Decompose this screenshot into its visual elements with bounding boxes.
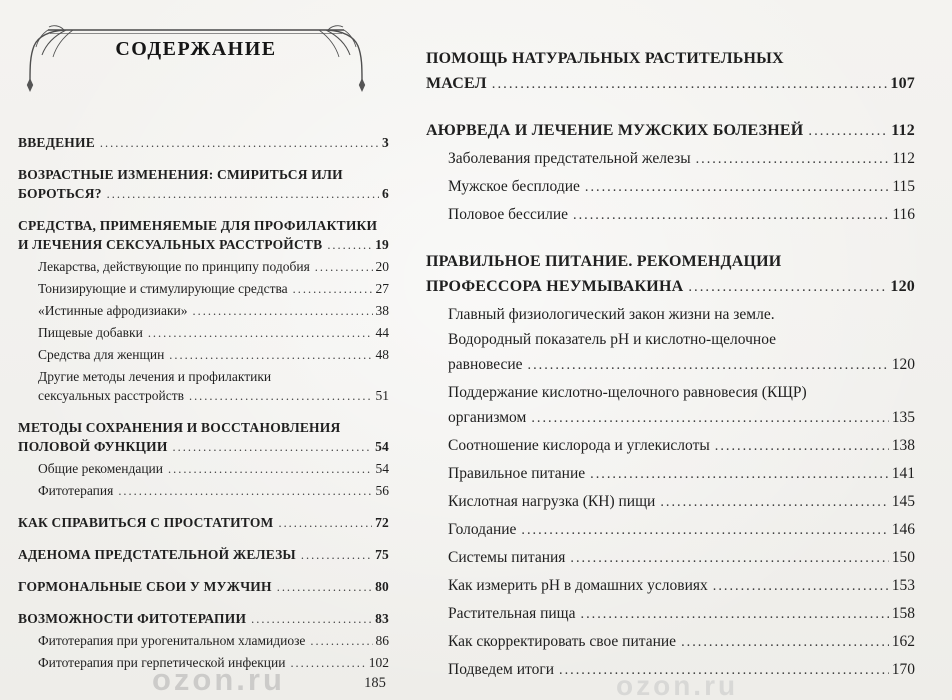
dot-leader	[293, 280, 373, 299]
toc-entry	[426, 202, 915, 228]
dot-leader	[118, 482, 372, 501]
toc-entry	[426, 118, 915, 144]
toc-entry-line: МЕТОДЫ СОХРАНЕНИЯ И ВОССТАНОВЛЕНИЯ	[18, 420, 341, 435]
toc-page-number: 54	[375, 439, 389, 454]
toc-page-number: 116	[892, 206, 915, 223]
toc-column-right	[426, 46, 915, 683]
dot-leader	[573, 203, 889, 228]
toc-entry	[426, 146, 915, 172]
toc-page-number: 54	[375, 461, 389, 476]
dot-leader	[173, 438, 373, 457]
toc-entry	[18, 165, 389, 204]
toc-entry	[18, 323, 389, 343]
dot-leader	[290, 654, 365, 673]
dot-leader	[585, 175, 889, 200]
dot-leader	[590, 462, 889, 487]
dot-leader	[660, 490, 888, 515]
toc-entry-label: АДЕНОМА ПРЕДСТАТЕЛЬНОЙ ЖЕЛЕЗЫ	[18, 547, 296, 562]
toc-entry-label: Правильное питание	[448, 465, 586, 482]
toc-entry-label: Фитотерапия при герпетической инфекции	[38, 655, 286, 670]
toc-page-number: 120	[891, 356, 915, 373]
toc-entry-line: Водородный показатель pH и кислотно-щелочное	[448, 331, 777, 348]
dot-leader	[327, 236, 372, 255]
toc-entry	[426, 174, 915, 200]
toc-entry-label: И ЛЕЧЕНИЯ СЕКСУАЛЬНЫХ РАССТРОЙСТВ	[18, 237, 323, 252]
toc-entry-label: БОРОТЬСЯ?	[18, 186, 102, 201]
toc-entry	[18, 216, 389, 255]
dot-leader	[696, 147, 890, 172]
dot-leader	[310, 632, 372, 651]
toc-page-number: 107	[890, 75, 915, 92]
toc-entry	[18, 545, 389, 565]
toc-entry-label: Голодание	[448, 521, 517, 538]
toc-page-number: 20	[375, 259, 389, 274]
toc-page-number: 135	[891, 409, 915, 426]
toc-entry-line: ПРАВИЛЬНОЕ ПИТАНИЕ. РЕКОМЕНДАЦИИ	[426, 253, 782, 270]
toc-entry	[426, 46, 915, 97]
toc-page-number: 51	[375, 388, 389, 403]
toc-entry-label: сексуальных расстройств	[38, 388, 184, 403]
toc-page-number: 158	[891, 605, 915, 622]
dot-leader	[189, 387, 373, 406]
toc-page-number: 112	[891, 122, 915, 139]
toc-entry-label: ГОРМОНАЛЬНЫЕ СБОИ У МУЖЧИН	[18, 579, 272, 594]
dot-leader	[301, 546, 372, 565]
toc-page-number: 138	[891, 437, 915, 454]
toc-page-number: 162	[891, 633, 915, 650]
toc-entry	[426, 629, 915, 655]
toc-entry	[18, 577, 389, 597]
toc-page-number: 141	[891, 465, 915, 482]
toc-page-number: 86	[375, 633, 389, 648]
toc-entry-line: Другие методы лечения и профилактики	[38, 369, 272, 384]
toc-entry-label: Лекарства, действующие по принципу подобия	[38, 259, 310, 274]
toc-entry-line: Главный физиологический закон жизни на земле.	[448, 306, 775, 323]
toc-entry-label: Средства для женщин	[38, 347, 165, 362]
toc-entry-label: организмом	[448, 409, 527, 426]
toc-entry-label: МАСЕЛ	[426, 75, 487, 92]
toc-entry	[18, 609, 389, 629]
toc-entry	[18, 345, 389, 365]
toc-entry	[426, 517, 915, 543]
dot-leader	[688, 275, 887, 300]
dot-leader	[570, 546, 888, 571]
toc-page-number: 150	[891, 549, 915, 566]
toc-page-number: 19	[375, 237, 389, 252]
toc-entry-line: Поддержание кислотно-щелочного равновесия (КЩР)	[448, 384, 807, 401]
toc-entry	[426, 461, 915, 487]
dot-leader	[528, 353, 889, 378]
toc-entry-label: Кислотная нагрузка (КН) пищи	[448, 493, 656, 510]
toc-entry-label: ВОЗМОЖНОСТИ ФИТОТЕРАПИИ	[18, 611, 247, 626]
toc-entry	[426, 489, 915, 515]
dot-leader	[107, 185, 379, 204]
dot-leader	[808, 119, 888, 144]
dot-leader	[715, 434, 889, 459]
toc-page-number: 3	[382, 135, 389, 150]
toc-entry	[426, 249, 915, 300]
dot-leader	[100, 134, 379, 153]
page-title: СОДЕРЖАНИЕ	[115, 38, 277, 60]
toc-entry	[18, 459, 389, 479]
dot-leader	[681, 630, 889, 655]
toc-page-number: 44	[375, 325, 389, 340]
toc-entry	[18, 301, 389, 321]
dot-leader	[531, 406, 888, 431]
toc-entry-label: ВВЕДЕНИЕ	[18, 135, 95, 150]
dot-leader	[521, 518, 888, 543]
toc-page-number: 48	[375, 347, 389, 362]
toc-entry	[18, 367, 389, 406]
toc-page-number: 38	[375, 303, 389, 318]
dot-leader	[315, 258, 373, 277]
toc-entry-label: «Истинные афродизиаки»	[38, 303, 188, 318]
dot-leader	[492, 72, 888, 97]
toc-entry	[18, 631, 389, 651]
toc-page-number: 83	[375, 611, 389, 626]
folio-page-number: 185	[364, 675, 386, 691]
toc-page-number: 80	[375, 579, 389, 594]
toc-entry-label: Как скорректировать свое питание	[448, 633, 677, 650]
toc-entry-label: КАК СПРАВИТЬСЯ С ПРОСТАТИТОМ	[18, 515, 274, 530]
toc-entry-label: равновесие	[448, 356, 523, 373]
dot-leader	[713, 574, 889, 599]
toc-entry	[426, 573, 915, 599]
toc-entry-label: Заболевания предстательной железы	[448, 150, 691, 167]
dot-leader	[148, 324, 373, 343]
toc-entry-line: СРЕДСТВА, ПРИМЕНЯЕМЫЕ ДЛЯ ПРОФИЛАКТИКИ	[18, 218, 378, 233]
dot-leader	[251, 610, 372, 629]
toc-entry-line: ВОЗРАСТНЫЕ ИЗМЕНЕНИЯ: СМИРИТЬСЯ ИЛИ	[18, 167, 343, 182]
toc-entry	[426, 601, 915, 627]
dot-leader	[277, 578, 372, 597]
toc-page-number: 145	[891, 493, 915, 510]
toc-entry-label: Системы питания	[448, 549, 566, 566]
toc-page-number: 6	[382, 186, 389, 201]
watermark-ozon-left: ozon.ru	[152, 662, 285, 697]
toc-entry-label: Половое бессилие	[448, 206, 569, 223]
toc-entry	[18, 513, 389, 533]
toc-entry-label: Как измерить pH в домашних условиях	[448, 577, 708, 594]
toc-entry-label: Мужское бесплодие	[448, 178, 580, 195]
toc-entry	[426, 380, 915, 431]
toc-page-number: 120	[890, 278, 915, 295]
dot-leader	[193, 302, 373, 321]
toc-entry	[18, 257, 389, 277]
toc-entry-label: Тонизирующие и стимулирующие средства	[38, 281, 288, 296]
toc-page-number: 75	[375, 547, 389, 562]
watermark-ozon-right: ozon.ru	[616, 670, 739, 700]
toc-page-number: 153	[891, 577, 915, 594]
toc-entry	[426, 545, 915, 571]
toc-entry-label: Фитотерапия при урогенитальном хламидиозе	[38, 633, 306, 648]
toc-entry-label: ПРОФЕССОРА НЕУМЫВАКИНА	[426, 278, 684, 295]
toc-entry	[18, 133, 389, 153]
toc-entry-label: Подведем итоги	[448, 661, 555, 678]
toc-entry-label: Соотношение кислорода и углекислоты	[448, 437, 710, 454]
dot-leader	[278, 514, 372, 533]
toc-page-number: 170	[891, 661, 915, 678]
toc-entry	[18, 418, 389, 457]
toc-entry-label: Общие рекомендации	[38, 461, 164, 476]
toc-entry	[426, 302, 915, 378]
toc-entry-label: ПОЛОВОЙ ФУНКЦИИ	[18, 439, 168, 454]
dot-leader	[168, 460, 372, 479]
toc-page-number: 146	[891, 521, 915, 538]
toc-page-number: 102	[368, 655, 389, 670]
dot-leader	[581, 602, 889, 627]
toc-page-number: 115	[892, 178, 915, 195]
toc-entry	[18, 279, 389, 299]
toc-entry	[426, 433, 915, 459]
toc-entry-line: ПОМОЩЬ НАТУРАЛЬНЫХ РАСТИТЕЛЬНЫХ	[426, 50, 784, 67]
toc-entry	[18, 481, 389, 501]
toc-entry-label: АЮРВЕДА И ЛЕЧЕНИЕ МУЖСКИХ БОЛЕЗНЕЙ	[426, 122, 804, 139]
toc-page-number: 27	[375, 281, 389, 296]
toc-entry-label: Пищевые добавки	[38, 325, 143, 340]
toc-page-number: 72	[375, 515, 389, 530]
toc-entry-label: Фитотерапия	[38, 483, 114, 498]
dot-leader	[169, 346, 372, 365]
toc-page-number: 112	[892, 150, 915, 167]
toc-entry-label: Растительная пища	[448, 605, 576, 622]
toc-page-number: 56	[375, 483, 389, 498]
toc-column-left	[18, 133, 389, 673]
